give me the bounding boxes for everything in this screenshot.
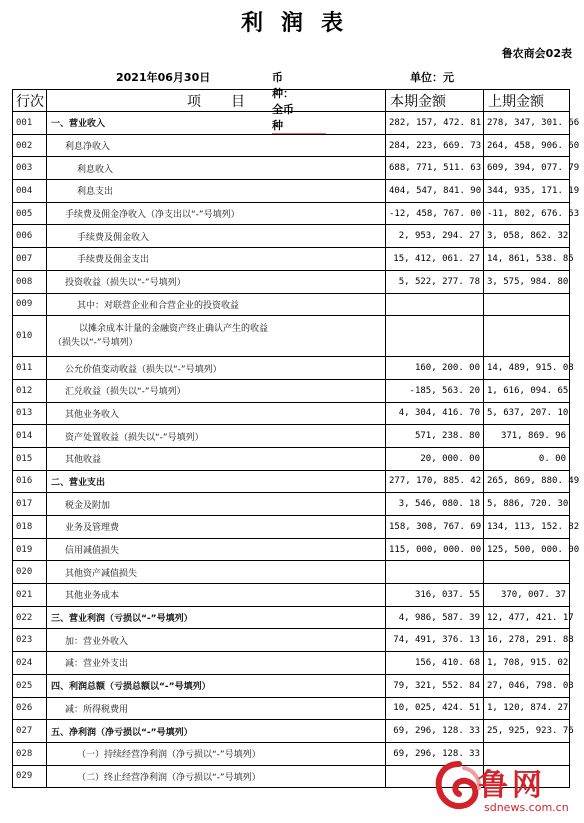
row-number: 003	[13, 157, 47, 180]
table-row	[13, 447, 570, 470]
row-number: 014	[13, 425, 47, 448]
statement-title: 利润表	[240, 10, 361, 36]
row-item-label: 利息净收入	[47, 134, 386, 157]
row-previous-amount: 265, 869, 880. 49	[484, 470, 570, 493]
table-header-row	[13, 90, 570, 112]
table-row	[13, 493, 570, 516]
row-current-amount: 316, 037. 55	[386, 584, 484, 607]
row-item-label: 其他资产减值损失	[47, 561, 386, 584]
table-row	[13, 402, 570, 425]
row-previous-amount: 370, 007. 37	[484, 584, 570, 607]
row-number: 025	[13, 674, 47, 697]
row-current-amount: 282, 157, 472. 81	[386, 112, 484, 135]
row-number: 028	[13, 742, 47, 765]
row-previous-amount: 5, 886, 720. 30	[484, 493, 570, 516]
table-row	[13, 157, 570, 180]
row-number: 013	[13, 402, 47, 425]
table-row	[13, 516, 570, 539]
table-row	[13, 248, 570, 271]
table-row	[13, 202, 570, 225]
row-item-label: 手续费及佣金支出	[47, 248, 386, 271]
row-number: 017	[13, 493, 47, 516]
row-item-label: 利息收入	[47, 157, 386, 180]
row-current-amount: 10, 025, 424. 51	[386, 697, 484, 720]
table-row	[13, 652, 570, 675]
unit-label: 单位：元	[410, 71, 454, 84]
dazhong-swirl-logo-icon	[434, 760, 484, 818]
table-row	[13, 225, 570, 248]
row-previous-amount: 16, 278, 291. 88	[484, 629, 570, 652]
row-number: 020	[13, 561, 47, 584]
row-item-label: 信用减值损失	[47, 538, 386, 561]
row-item-label: 汇兑收益（损失以“-”号填列）	[47, 379, 386, 402]
table-body	[13, 112, 580, 788]
table-row	[13, 379, 570, 402]
table-row	[13, 674, 570, 697]
row-current-amount: -185, 563. 20	[386, 379, 484, 402]
row-previous-amount	[484, 293, 570, 316]
row-current-amount	[386, 293, 484, 316]
row-previous-amount	[484, 561, 570, 584]
row-previous-amount: 1, 120, 874. 27	[484, 697, 570, 720]
row-number: 012	[13, 379, 47, 402]
row-current-amount: 74, 491, 376. 13	[386, 629, 484, 652]
table-row	[13, 316, 570, 357]
row-current-amount: 2, 953, 294. 27	[386, 225, 484, 248]
row-number: 001	[13, 112, 47, 135]
row-current-amount: 3, 546, 080. 18	[386, 493, 484, 516]
row-item-label: 投资收益（损失以“-”号填列）	[47, 270, 386, 293]
row-number: 022	[13, 606, 47, 629]
row-current-amount: 69, 296, 128. 33	[386, 742, 484, 765]
row-previous-amount: 134, 113, 152. 82	[484, 516, 570, 539]
row-current-amount: 160, 200. 00	[386, 357, 484, 380]
watermark-logo	[434, 760, 582, 820]
row-item-label: 减：所得税费用	[47, 697, 386, 720]
row-previous-amount: 264, 458, 906. 60	[484, 134, 570, 157]
row-number: 029	[13, 765, 47, 788]
row-number: 009	[13, 293, 47, 316]
row-current-amount: 4, 304, 416. 70	[386, 402, 484, 425]
row-item-label: 其中：对联营企业和合营企业的投资收益	[47, 293, 386, 316]
row-number: 016	[13, 470, 47, 493]
row-number: 015	[13, 447, 47, 470]
row-previous-amount: 14, 861, 538. 85	[484, 248, 570, 271]
row-item-label: 手续费及佣金收入	[47, 225, 386, 248]
table-row	[13, 538, 570, 561]
row-previous-amount: 609, 394, 077. 79	[484, 157, 570, 180]
row-current-amount: -12, 458, 767. 00	[386, 202, 484, 225]
row-item-label: （二）终止经营净利润（净亏损以“-”号填列）	[47, 765, 386, 788]
row-current-amount: 115, 000, 000. 00	[386, 538, 484, 561]
income-statement-table	[12, 89, 580, 788]
row-number: 021	[13, 584, 47, 607]
row-item-label: 其他业务成本	[47, 584, 386, 607]
header-item: 项目	[47, 90, 386, 112]
row-previous-amount: 3, 575, 984. 80	[484, 270, 570, 293]
table-row	[13, 112, 570, 135]
header-row-no: 行次	[13, 90, 47, 112]
row-previous-amount: 125, 500, 000. 00	[484, 538, 570, 561]
table-row	[13, 629, 570, 652]
table-row	[13, 270, 570, 293]
row-current-amount: 284, 223, 669. 73	[386, 134, 484, 157]
row-current-amount: 404, 547, 841. 90	[386, 180, 484, 203]
row-current-amount: 20, 000. 00	[386, 447, 484, 470]
row-previous-amount: 278, 347, 301. 66	[484, 112, 570, 135]
row-current-amount: 69, 296, 128. 33	[386, 720, 484, 743]
row-current-amount: 4, 986, 587. 39	[386, 606, 484, 629]
row-item-label: 减：营业外支出	[47, 652, 386, 675]
row-previous-amount: 27, 046, 798. 03	[484, 674, 570, 697]
row-previous-amount: 3, 058, 862. 32	[484, 225, 570, 248]
row-item-label: 一、营业收入	[47, 112, 386, 135]
row-item-label-line1: 以摊余成本计量的金融资产终止确认产生的收益	[79, 324, 269, 335]
row-current-amount: 688, 771, 511. 63	[386, 157, 484, 180]
table-row	[13, 561, 570, 584]
watermark-text: 鲁网	[478, 768, 546, 803]
row-item-label: 四、利润总额（亏损总额以“-”号填列）	[47, 674, 386, 697]
table-row	[13, 720, 570, 743]
table-row	[13, 470, 570, 493]
table-row	[13, 134, 570, 157]
row-current-amount: 15, 412, 061. 27	[386, 248, 484, 271]
row-item-label: 税金及附加	[47, 493, 386, 516]
row-item-label: 五、净利润（净亏损以“-”号填列）	[47, 720, 386, 743]
row-previous-amount: 25, 925, 923. 76	[484, 720, 570, 743]
row-item-label-line2: （损失以“-”号填列）	[53, 338, 138, 349]
row-item-label: 加：营业外收入	[47, 629, 386, 652]
row-item-label: 其他收益	[47, 447, 386, 470]
report-date: 2021年06月30日	[116, 71, 211, 84]
row-current-amount	[386, 316, 484, 357]
row-number: 002	[13, 134, 47, 157]
row-previous-amount: 14, 489, 915. 08	[484, 357, 570, 380]
form-code: 鲁农商会02表	[501, 47, 572, 60]
table-row	[13, 425, 570, 448]
row-previous-amount: 344, 935, 171. 19	[484, 180, 570, 203]
row-previous-amount	[484, 316, 570, 357]
currency-value: 币种：全币种	[272, 69, 326, 134]
row-number: 010	[13, 316, 47, 357]
row-previous-amount: 5, 637, 207. 10	[484, 402, 570, 425]
row-item-label: 二、营业支出	[47, 470, 386, 493]
table-row	[13, 357, 570, 380]
row-current-amount	[386, 561, 484, 584]
row-previous-amount: 12, 477, 421. 17	[484, 606, 570, 629]
row-previous-amount: 1, 708, 915. 02	[484, 652, 570, 675]
row-number: 008	[13, 270, 47, 293]
row-previous-amount: 371, 869. 96	[484, 425, 570, 448]
row-number: 018	[13, 516, 47, 539]
row-number: 007	[13, 248, 47, 271]
header-previous-amount: 上期金额	[484, 90, 570, 112]
table-row	[13, 606, 570, 629]
row-current-amount: 277, 170, 885. 42	[386, 470, 484, 493]
row-number: 004	[13, 180, 47, 203]
row-item-label	[47, 316, 386, 357]
table-row	[13, 293, 570, 316]
row-previous-amount: -11, 802, 676. 53	[484, 202, 570, 225]
row-item-label: 手续费及佣金净收入（净支出以“-”号填列）	[47, 202, 386, 225]
row-number: 027	[13, 720, 47, 743]
row-number: 023	[13, 629, 47, 652]
row-item-label: 其他业务收入	[47, 402, 386, 425]
row-previous-amount: 1, 616, 094. 65	[484, 379, 570, 402]
header-current-amount: 本期金额	[386, 90, 484, 112]
row-current-amount: 158, 308, 767. 69	[386, 516, 484, 539]
row-current-amount: 156, 410. 68	[386, 652, 484, 675]
row-item-label: 公允价值变动收益（损失以“-”号填列）	[47, 357, 386, 380]
table-row	[13, 584, 570, 607]
table-row	[13, 697, 570, 720]
row-number: 005	[13, 202, 47, 225]
row-current-amount: 5, 522, 277. 78	[386, 270, 484, 293]
row-number: 026	[13, 697, 47, 720]
row-item-label: 利息支出	[47, 180, 386, 203]
row-item-label: 资产处置收益（损失以“-”号填列）	[47, 425, 386, 448]
row-current-amount: 571, 238. 80	[386, 425, 484, 448]
row-number: 024	[13, 652, 47, 675]
row-previous-amount: 0. 00	[484, 447, 570, 470]
row-item-label: （一）持续经营净利润（净亏损以“-”号填列）	[47, 742, 386, 765]
row-item-label: 三、营业利润（亏损以“-”号填列）	[47, 606, 386, 629]
row-number: 019	[13, 538, 47, 561]
table-row	[13, 180, 570, 203]
watermark-url: sdnews.com.cn	[484, 801, 569, 814]
row-current-amount: 79, 321, 552. 84	[386, 674, 484, 697]
row-number: 011	[13, 357, 47, 380]
row-item-label: 业务及管理费	[47, 516, 386, 539]
row-number: 006	[13, 225, 47, 248]
